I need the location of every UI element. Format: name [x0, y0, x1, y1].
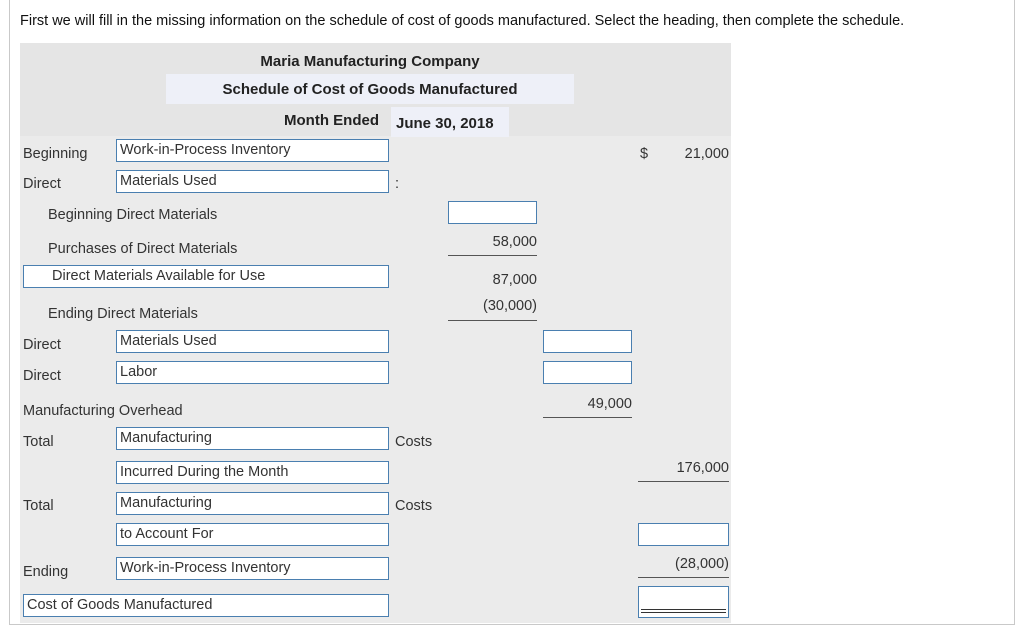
mfg-overhead-amount: 49,000 [587, 396, 632, 412]
ending-wip-prefix: Ending [23, 564, 69, 580]
dm-used-prefix: Direct [23, 337, 61, 353]
total-mfg-costs-suffix: Costs [395, 434, 433, 450]
direct-labor-select[interactable]: Labor [116, 361, 389, 384]
incurred-underline [638, 481, 729, 482]
to-account-for-select[interactable]: to Account For [116, 523, 389, 546]
dm-used-select[interactable]: Materials Used [116, 330, 389, 353]
dm-available-select[interactable]: Direct Materials Available for Use [23, 265, 389, 288]
company-name: Maria Manufacturing Company [260, 53, 480, 70]
period-label: Month Ended [284, 112, 379, 129]
ending-dm-underline [448, 320, 537, 321]
dm-used-heading-select[interactable]: Materials Used [116, 170, 389, 193]
dm-used-heading-colon: : [395, 176, 400, 192]
dm-used-heading-prefix: Direct [23, 176, 61, 192]
cogm-input[interactable] [638, 586, 729, 618]
beginning-wip-prefix: Beginning [23, 146, 88, 162]
total-mfg-costs-select[interactable]: Manufacturing [116, 427, 389, 450]
incurred-select[interactable]: Incurred During the Month [116, 461, 389, 484]
purchases-dm-label: Purchases of Direct Materials [48, 241, 238, 257]
cogm-double-underline-top [641, 609, 726, 610]
schedule-title: Schedule of Cost of Goods Manufactured [222, 81, 518, 98]
purchases-underline [448, 255, 537, 256]
ending-wip-select[interactable]: Work-in-Process Inventory [116, 557, 389, 580]
total-mfg-costs-prefix: Total [23, 434, 54, 450]
period-date: June 30, 2018 [396, 115, 494, 132]
total-mfg-costs-2-select[interactable]: Manufacturing [116, 492, 389, 515]
cogm-double-underline-bottom [641, 612, 726, 613]
dm-used-input[interactable] [543, 330, 632, 353]
mfg-overhead-underline [543, 417, 632, 418]
beginning-dm-input[interactable] [448, 201, 537, 224]
currency-symbol: $ [640, 146, 649, 162]
incurred-amount: 176,000 [676, 460, 729, 476]
ending-dm-label: Ending Direct Materials [48, 306, 198, 322]
cogm-select[interactable]: Cost of Goods Manufactured [23, 594, 389, 617]
mfg-overhead-label: Manufacturing Overhead [23, 403, 183, 419]
total-mfg-costs-2-prefix: Total [23, 498, 54, 514]
beginning-dm-label: Beginning Direct Materials [48, 207, 218, 223]
direct-labor-prefix: Direct [23, 368, 61, 384]
beginning-wip-amount: 21,000 [684, 146, 729, 162]
purchases-dm-amount: 58,000 [492, 234, 537, 250]
to-account-for-input[interactable] [638, 523, 729, 546]
dm-available-amount: 87,000 [492, 272, 537, 288]
beginning-wip-select[interactable]: Work-in-Process Inventory [116, 139, 389, 162]
ending-wip-underline [638, 577, 729, 578]
ending-wip-amount: (28,000) [674, 556, 729, 572]
instruction-text: First we will fill in the missing information on the schedule of cost of goods manufactured. Select the heading, then complete the schedule. [20, 13, 905, 29]
total-mfg-costs-2-suffix: Costs [395, 498, 433, 514]
ending-dm-amount: (30,000) [482, 298, 537, 314]
direct-labor-input[interactable] [543, 361, 632, 384]
